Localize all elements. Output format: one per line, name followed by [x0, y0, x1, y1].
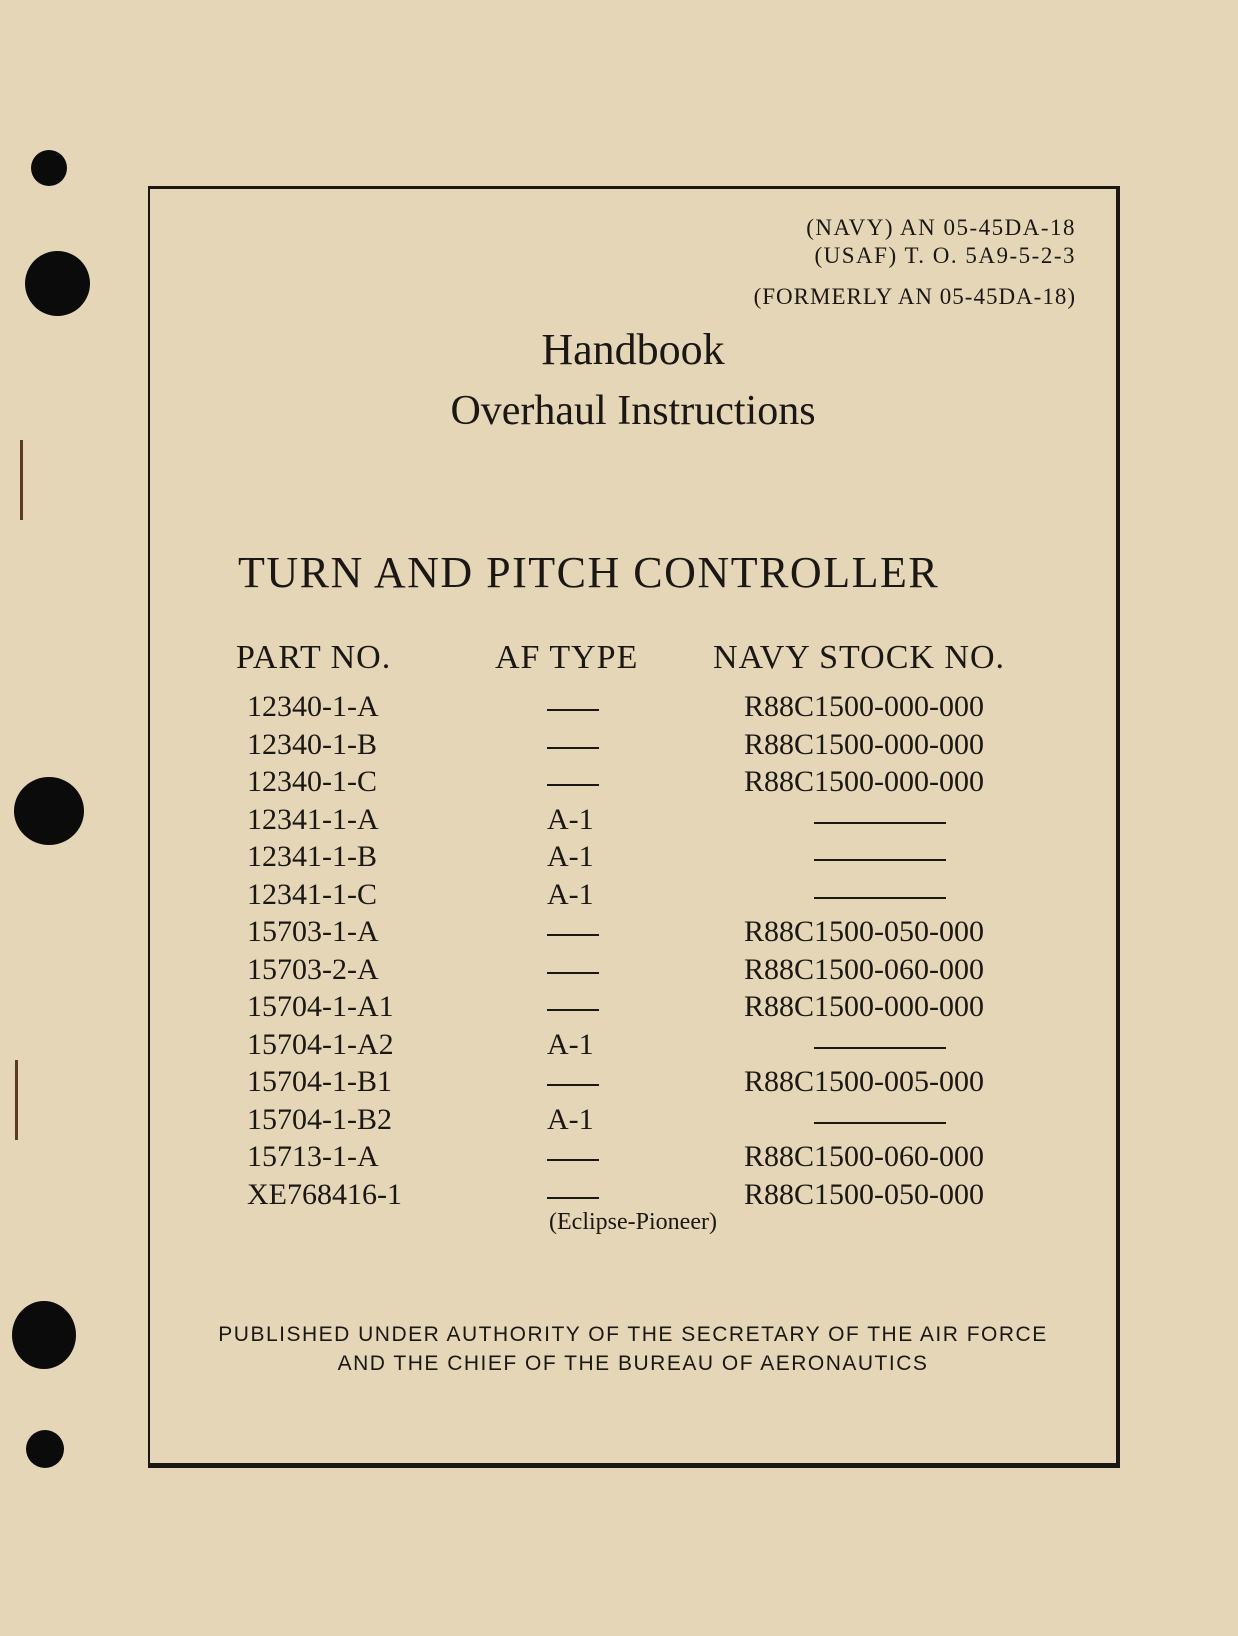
af-type-cell: A-1 [547, 1027, 594, 1061]
authority-line-1: PUBLISHED UNDER AUTHORITY OF THE SECRETARY OF THE AIR FORCE [218, 1323, 1048, 1346]
stock-number-cell: R88C1500-000-000 [744, 690, 984, 723]
part-number-cell: 15704-1-B1 [247, 1065, 392, 1098]
stock-number-cell: R88C1500-000-000 [744, 990, 984, 1023]
column-header-af-type: AF TYPE [495, 639, 639, 676]
part-number-cell: 12341-1-A [247, 802, 379, 836]
af-type-dash [547, 709, 599, 711]
binder-hole-5 [26, 1430, 64, 1468]
former-document-id: (FORMERLY AN 05-45DA-18) [753, 284, 1076, 309]
part-number-cell: 12340-1-C [247, 765, 377, 798]
margin-mark-1 [20, 440, 23, 520]
binder-hole-2 [25, 251, 90, 316]
part-number-cell: 15703-1-A [247, 915, 379, 948]
binder-hole-4 [12, 1301, 76, 1369]
manufacturer: (Eclipse-Pioneer) [549, 1209, 717, 1235]
stock-number-dash [814, 859, 946, 861]
part-number-cell: 15713-1-A [247, 1140, 379, 1173]
stock-number-cell: R88C1500-060-000 [744, 1140, 984, 1173]
column-header-navy-stock-no: NAVY STOCK NO. [713, 639, 1006, 676]
binder-hole-3 [14, 777, 84, 845]
af-type-dash [547, 747, 599, 749]
navy-document-id: (NAVY) AN 05-45DA-18 [806, 215, 1076, 240]
handbook-title: Handbook [541, 325, 725, 374]
part-number-cell: 12340-1-B [247, 727, 377, 761]
stock-number-cell: R88C1500-050-000 [744, 915, 984, 948]
authority-line-2: AND THE CHIEF OF THE BUREAU OF AERONAUTICS [337, 1352, 929, 1375]
af-type-dash [547, 1009, 599, 1011]
part-number-cell: 12340-1-A [247, 690, 379, 723]
stock-number-cell: R88C1500-060-000 [744, 952, 984, 986]
usaf-document-id: (USAF) T. O. 5A9-5-2-3 [814, 243, 1076, 268]
part-number-cell: XE768416-1 [247, 1177, 402, 1211]
af-type-dash [547, 972, 599, 974]
stock-number-cell: R88C1500-050-000 [744, 1177, 984, 1211]
af-type-cell: A-1 [547, 840, 594, 873]
part-number-cell: 15704-1-B2 [247, 1102, 392, 1136]
af-type-dash [547, 1084, 599, 1086]
af-type-dash [547, 1197, 599, 1199]
stock-number-cell: R88C1500-000-000 [744, 765, 984, 798]
margin-mark-2 [15, 1060, 18, 1140]
stock-number-dash [814, 822, 946, 824]
binder-hole-1 [31, 150, 67, 186]
af-type-cell: A-1 [547, 877, 594, 911]
af-type-dash [547, 1159, 599, 1161]
af-type-cell: A-1 [547, 1102, 594, 1136]
part-number-cell: 12341-1-C [247, 877, 377, 911]
af-type-dash [547, 784, 599, 786]
part-number-cell: 15704-1-A2 [247, 1027, 394, 1061]
af-type-cell: A-1 [547, 802, 594, 836]
part-number-cell: 15704-1-A1 [247, 990, 394, 1023]
column-header-part-no: PART NO. [236, 639, 392, 676]
document-frame [148, 186, 1120, 1468]
stock-number-dash [814, 1122, 946, 1124]
stock-number-dash [814, 1047, 946, 1049]
subject-title: TURN AND PITCH CONTROLLER [238, 548, 940, 597]
stock-number-dash [814, 897, 946, 899]
stock-number-cell: R88C1500-005-000 [744, 1065, 984, 1098]
af-type-dash [547, 934, 599, 936]
overhaul-title: Overhaul Instructions [450, 388, 816, 434]
part-number-cell: 12341-1-B [247, 840, 377, 873]
part-number-cell: 15703-2-A [247, 952, 379, 986]
stock-number-cell: R88C1500-000-000 [744, 727, 984, 761]
